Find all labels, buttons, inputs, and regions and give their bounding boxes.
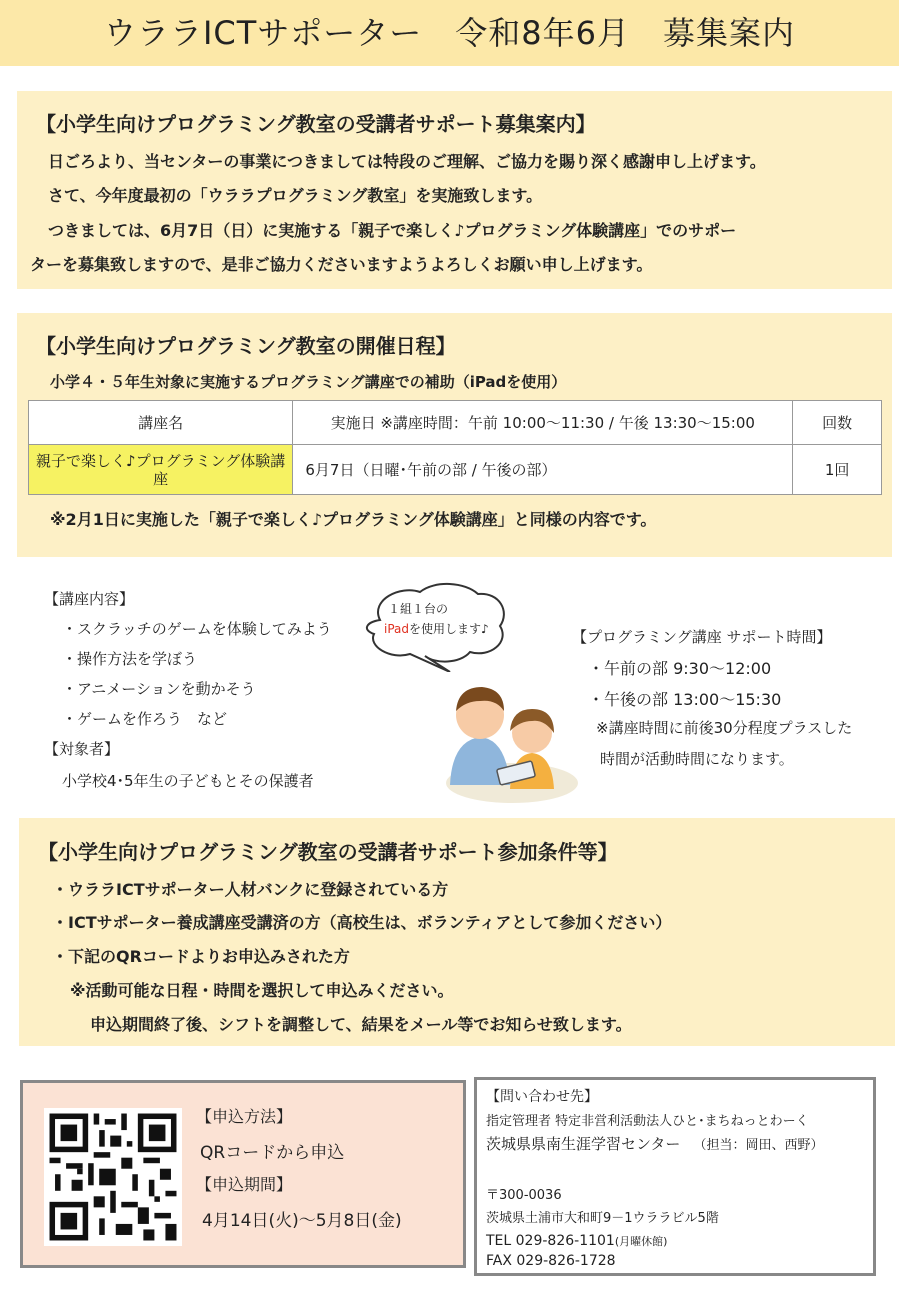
table-cell-course: 親子で楽しく♪プログラミング体験講座 <box>29 445 293 495</box>
contact-zip: 〒300-0036 <box>486 1188 562 1203</box>
contact-center-line <box>486 1133 824 1154</box>
page-title: ウララICTサポーター 令和8年6月 募集案内 <box>103 14 796 52</box>
condition-item-2: ・ICTサポーター養成講座受講済の方（高校生は、ボランティアとして参加ください） <box>52 913 672 932</box>
table-header-date: 実施日 ※講座時間：午前 10:00～11:30 / 午後 13:30～15:00 <box>293 401 793 445</box>
table-header-count: 回数 <box>793 401 882 445</box>
support-pm: ・午後の部 13:00～15:30 <box>588 690 782 709</box>
schedule-subtitle: 小学４・５年生対象に実施するプログラミング講座での補助（iPadを使用） <box>50 373 567 391</box>
content-item-2: ・操作方法を学ぼう <box>62 650 198 668</box>
target-heading: 【対象者】 <box>44 740 120 758</box>
support-am: ・午前の部 9:30～12:00 <box>588 659 772 678</box>
bubble-line-1: １組１台の <box>388 602 449 616</box>
content-item-3: ・アニメーションを動かそう <box>62 680 256 698</box>
contact-heading: 【問い合わせ先】 <box>486 1089 598 1105</box>
contact-staff: （担当：岡田、西野） <box>693 1138 824 1153</box>
table-header-name: 講座名 <box>29 401 293 445</box>
support-heading: 【プログラミング講座 サポート時間】 <box>572 628 832 646</box>
contact-center: 茨城県県南生涯学習センター <box>486 1135 681 1153</box>
bubble-line-2-text: を使用します♪ <box>409 622 489 636</box>
qr-code[interactable] <box>44 1108 182 1246</box>
bubble-line-2 <box>384 620 489 637</box>
support-note-1: ※講座時間に前後30分程度プラスした <box>596 719 853 737</box>
content-heading: 【講座内容】 <box>44 590 135 608</box>
condition-note-2: 申込期間終了後、シフトを調整して、結果をメール等でお知らせ致します。 <box>90 1015 632 1034</box>
conditions-heading: 【小学生向けプログラミング教室の受講者サポート参加条件等】 <box>38 840 618 864</box>
support-note-2: 時間が活動時間になります。 <box>600 750 794 768</box>
table-cell-count: 1回 <box>793 445 882 495</box>
contact-tel: TEL 029-826-1101 <box>486 1233 615 1249</box>
condition-note-1: ※活動可能な日程・時間を選択して申込みください。 <box>70 981 454 1000</box>
schedule-note: ※2月1日に実施した「親子で楽しく♪プログラミング体験講座」と同様の内容です。 <box>50 510 657 529</box>
apply-method: QRコードから申込 <box>200 1143 345 1163</box>
contact-tel-note: (月曜休館) <box>614 1235 668 1248</box>
recruit-line-4: ターを募集致しますので、是非ご協力くださいますようよろしくお願い申し上げます。 <box>30 255 653 274</box>
contact-tel-line <box>486 1230 667 1249</box>
condition-item-1: ・ウララICTサポーター人材バンクに登録されている方 <box>52 880 449 899</box>
recruit-line-1: 日ごろより、当センターの事業につきましては特段のご理解、ご協力を賜り深く感謝申し上げます。 <box>48 152 766 171</box>
contact-org: 指定管理者 特定非営利活動法人ひと･まちねっとわーく <box>486 1114 809 1129</box>
recruit-heading: 【小学生向けプログラミング教室の受講者サポート募集案内】 <box>36 112 596 136</box>
recruit-line-3: つきましては、6月7日（日）に実施する「親子で楽しく♪プログラミング体験講座」でのサポー <box>48 221 737 240</box>
table-cell-date: 6月7日（日曜･午前の部 / 午後の部） <box>293 445 793 495</box>
apply-method-heading: 【申込方法】 <box>196 1107 293 1126</box>
bubble-ipad: iPad <box>384 622 410 636</box>
apply-period-heading: 【申込期間】 <box>196 1175 293 1194</box>
contact-address: 茨城県土浦市大和町9－1ウララビル5階 <box>486 1211 719 1226</box>
parent-child-illustration <box>440 675 580 805</box>
contact-fax: FAX 029-826-1728 <box>486 1253 616 1269</box>
schedule-table <box>28 400 882 495</box>
apply-period: 4月14日(火)～5月8日(金) <box>202 1211 402 1231</box>
content-item-4: ・ゲームを作ろう など <box>62 710 228 728</box>
schedule-heading: 【小学生向けプログラミング教室の開催日程】 <box>36 334 456 358</box>
condition-item-3: ・下記のQRコードよりお申込みされた方 <box>52 947 350 966</box>
content-item-1: ・スクラッチのゲームを体験してみよう <box>62 620 332 638</box>
target-text: 小学校4･5年生の子どもとその保護者 <box>62 772 314 790</box>
recruit-line-2: さて、今年度最初の「ウララプログラミング教室」を実施致します。 <box>48 186 543 205</box>
